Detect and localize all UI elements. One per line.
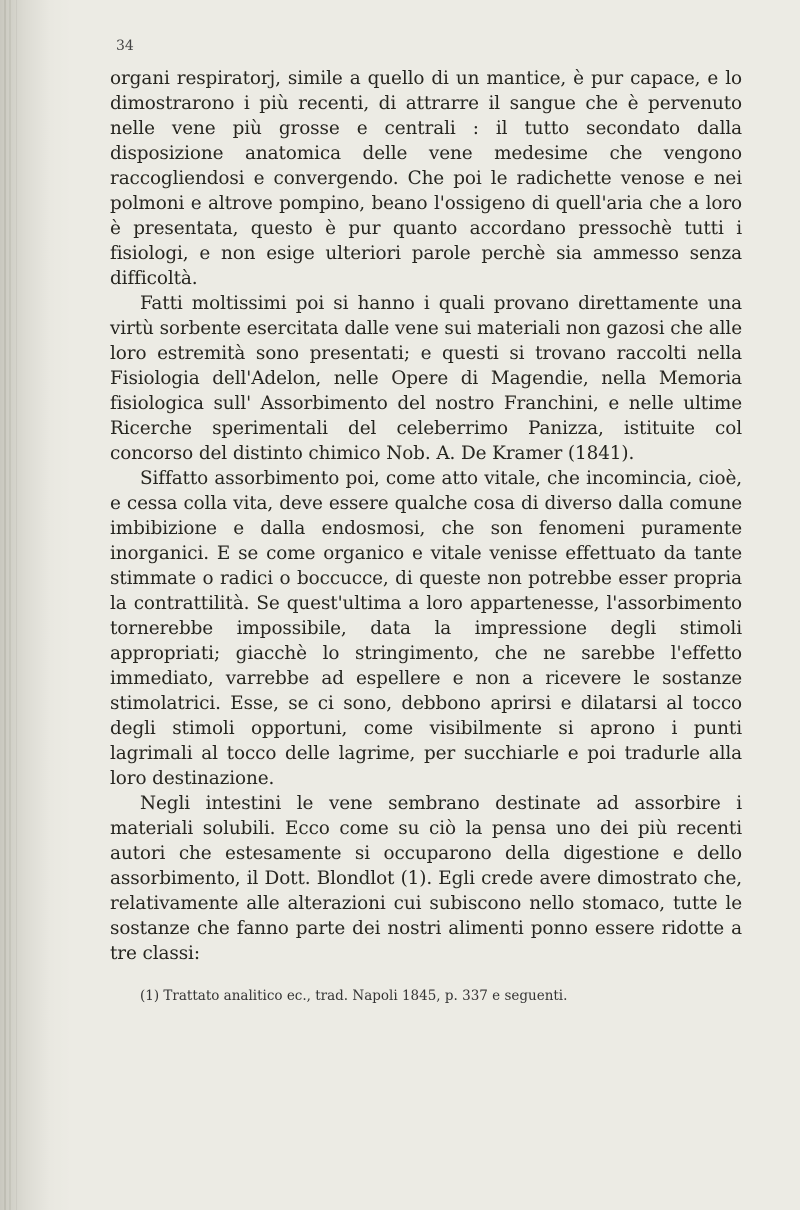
page-number: 34: [116, 38, 134, 54]
paragraph-continuation: organi respiratorj, simile a quello di un mantice, è pur capace, e lo dimostrarono i più recenti, di attrarre il sangue che è pervenuto nelle vene più grosse e centrali : il tutto secondato dalla disposizione anatomica delle vene medesime che vengono raccogliendosi e convergendo. Che poi le radichette venose e nei polmoni e altrove pompino, beano l'ossigeno di quell'aria che a loro è presentata, questo è pur quanto accordano pressochè tutti i fisiologi, e non esige ulteriori parole perchè sia ammesso senza difficoltà.: [110, 68, 742, 289]
binding-gutter: [0, 0, 72, 1210]
paragraph-vital-absorption: Siffatto assorbimento poi, come atto vitale, che incomincia, cioè, e cessa colla vita, deve essere qualche cosa di diverso dalla comune imbibizione e dalla endosmosi, che son fenomeni puramente inorganici. E se come organico e vitale venisse effettuato da tante stimmate o radici o boccucce, di queste non potrebbe esser propria la contrattilità. Se quest'ultima a loro appartenesse, l'assorbimento tornerebbe impossibile, data la impressione degli stimoli appropriati; giacchè lo stringimento, che ne sarebbe l'effetto immediato, varrebbe ad espellere e non a ricevere le sostanze stimolatrici. Esse, se ci sono, debbono aprirsi e dilatarsi al tocco degli stimoli opportuni, come visibilmente si aprono i punti lagrimali al tocco delle lagrime, per succhiarle e poi tradurle alla loro destinazione.: [110, 468, 742, 789]
paragraph-intestines: Negli intestini le vene sembrano destinate ad assorbire i materiali solubili. Ecco come su ciò la pensa uno dei più recenti autori che estesamente si occuparono della digestione e dello assorbimento, il Dott. Blondlot (1). Egli crede avere dimostrato che, relativamente alle alterazioni cui subiscono nello stomaco, tutte le sostanze che fanno parte dei nostri alimenti ponno essere ridotte a tre classi:: [110, 793, 742, 964]
paragraph-absorption-facts: Fatti moltissimi poi si hanno i quali provano direttamente una virtù sorbente esercitata dalle vene sui materiali non gazosi che alle loro estremità sono presentati; e questi si trovano raccolti nella Fisiologia dell'Adelon, nelle Opere di Magendie, nella Memoria fisiologica sull' Assorbimento del nostro Franchini, e nelle ultime Ricerche sperimentali del celeberrimo Panizza, istituite col concorso del distinto chimico Nob. A. De Kramer (1841).: [110, 293, 742, 464]
gutter-shadow-line: [4, 0, 6, 1210]
footnote: (1) Trattato analitico ec., trad. Napoli 1845, p. 337 e seguenti.: [140, 988, 568, 1004]
book-page: [110, 38, 742, 1006]
gutter-shadow-line: [16, 0, 17, 1210]
gutter-shadow-line: [9, 0, 11, 1210]
